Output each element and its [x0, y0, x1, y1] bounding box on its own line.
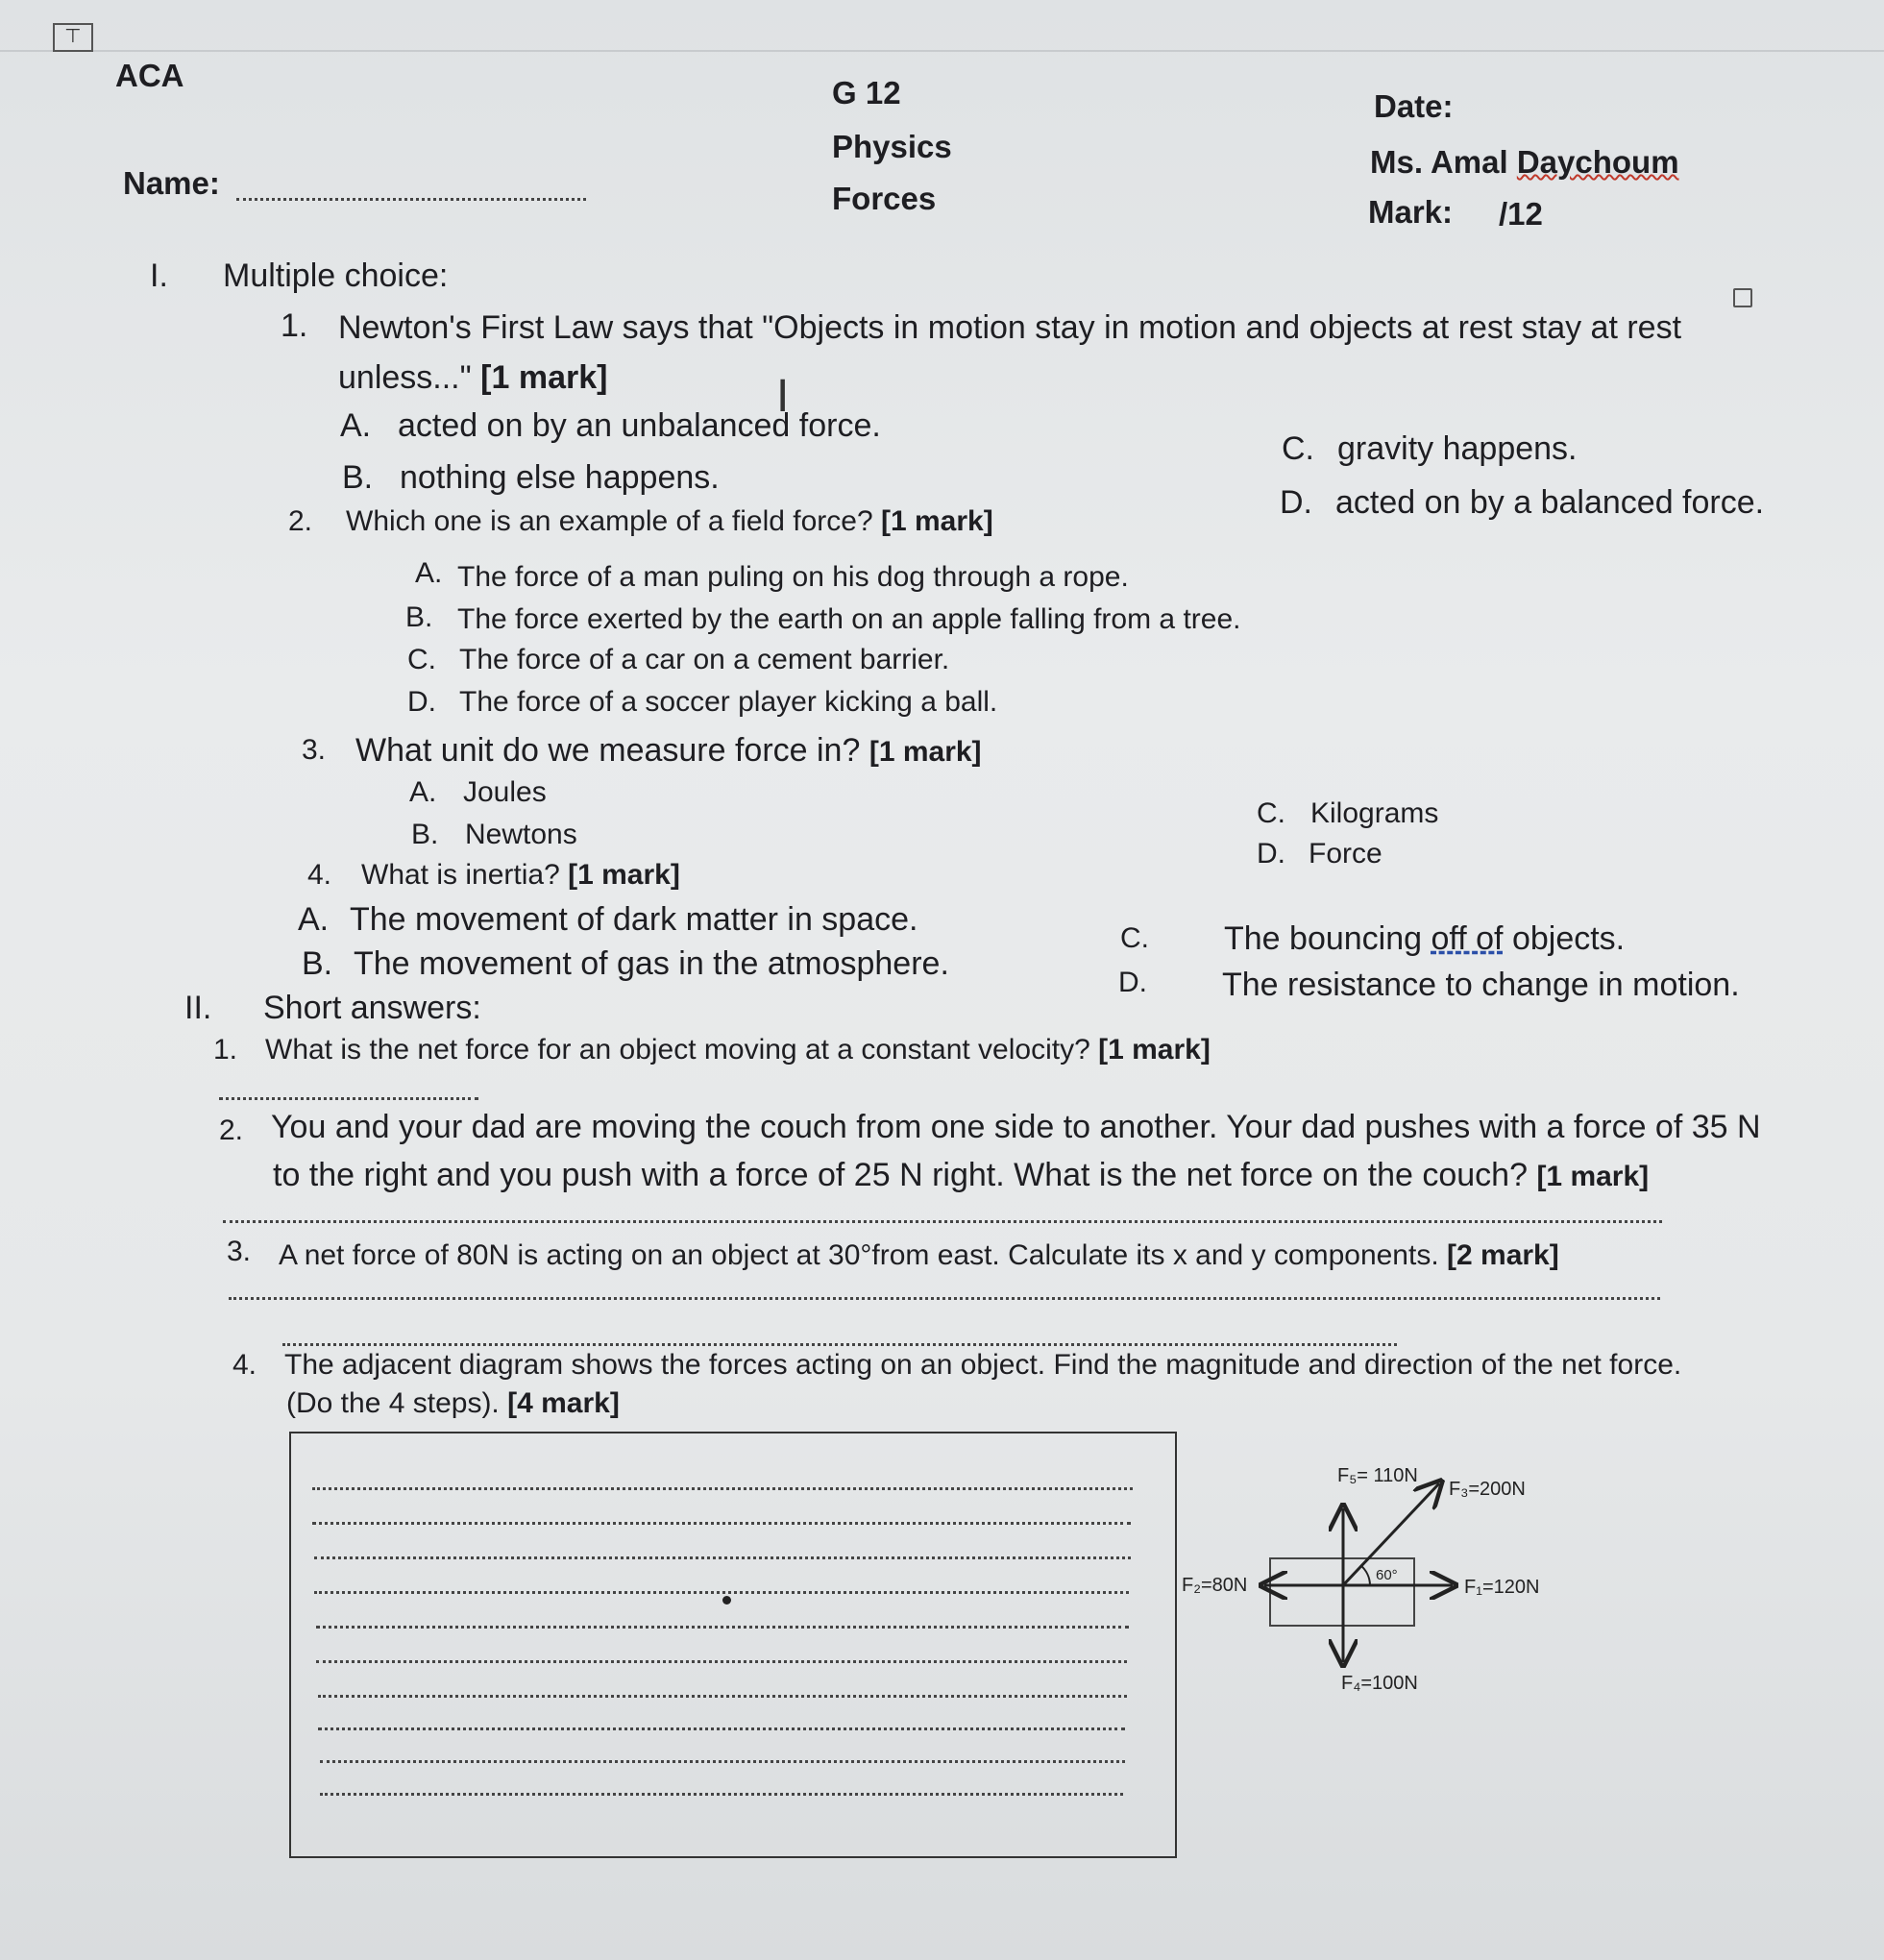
s2-q1-answer-line[interactable]: [219, 1097, 478, 1100]
q3-option-c[interactable]: Kilograms: [1310, 797, 1439, 829]
q1-text-cont: unless...": [338, 359, 472, 396]
date-label: Date:: [1374, 88, 1454, 124]
s2-q4-mark: [4 mark]: [507, 1387, 620, 1419]
ink-dot: [722, 1596, 731, 1605]
q4-mark: [1 mark]: [568, 859, 680, 891]
q3-option-b[interactable]: Newtons: [465, 819, 577, 850]
s2-q2-mark: [1 mark]: [1536, 1161, 1650, 1192]
q4-option-c[interactable]: [1224, 920, 1625, 958]
answer-box[interactable]: [289, 1432, 1177, 1858]
s2-q2-line2: [273, 1157, 1649, 1194]
s2-q3-answer-line-2[interactable]: [282, 1343, 1397, 1346]
section2-title: Short answers:: [263, 990, 481, 1026]
q1-text-line2: [338, 359, 607, 397]
q1-number: 1.: [281, 307, 308, 344]
f3-label: F₃=200N: [1449, 1479, 1526, 1500]
s2-q2-text-cont: to the right and you push with a force of 25 N right. What is the net force on the couch?: [273, 1157, 1528, 1193]
q4-option-c-pre: The bouncing: [1224, 920, 1431, 957]
q3-option-d[interactable]: Force: [1309, 838, 1382, 870]
q2-mark: [1 mark]: [880, 505, 993, 537]
s2-q4-text-cont: (Do the 4 steps).: [286, 1387, 500, 1419]
s2-q2-answer-line[interactable]: [223, 1220, 1662, 1223]
window-top-border: [0, 50, 1884, 52]
q2-text: Which one is an example of a field force?: [346, 505, 873, 537]
section1-title: Multiple choice:: [223, 257, 449, 294]
topic-label: Forces: [832, 181, 937, 216]
q4-option-b-letter: B.: [302, 945, 333, 982]
q2-option-a[interactable]: The force of a man puling on his dog through a rope.: [457, 561, 1129, 593]
answer-line[interactable]: [314, 1591, 1129, 1594]
s2-q3-line: [279, 1239, 1559, 1272]
q4-option-d[interactable]: The resistance to change in motion.: [1222, 967, 1740, 1003]
q4-option-c-post: objects.: [1503, 920, 1626, 957]
q3-option-a-letter: A.: [409, 776, 437, 808]
s2-q2-text: You and your dad are moving the couch from one side to another. Your dad pushes with a force of 35 N: [271, 1109, 1761, 1145]
s2-q1-text: What is the net force for an object moving at a constant velocity?: [265, 1034, 1090, 1066]
q4-number: 4.: [307, 859, 332, 891]
s2-q4-number: 4.: [232, 1349, 257, 1381]
q3-option-b-letter: B.: [411, 819, 439, 850]
q4-option-d-letter: D.: [1118, 967, 1147, 998]
text-cursor-icon: I: [776, 371, 790, 422]
answer-line[interactable]: [314, 1556, 1131, 1559]
q1-mark: [1 mark]: [480, 359, 608, 396]
teacher-name-text: Ms. Amal Daychoum: [1370, 144, 1679, 180]
grade-label: G 12: [832, 75, 901, 110]
q1-option-d[interactable]: acted on by a balanced force.: [1335, 484, 1765, 521]
table-anchor-icon[interactable]: ⊤: [53, 23, 93, 52]
q2-option-d[interactable]: The force of a soccer player kicking a ball.: [459, 686, 998, 718]
s2-q3-text: A net force of 80N is acting on an object at 30°from east. Calculate its x and y components.: [279, 1239, 1439, 1271]
answer-line[interactable]: [316, 1660, 1127, 1663]
f5-label: F₅= 110N: [1337, 1465, 1418, 1486]
q1-option-d-letter: D.: [1280, 484, 1312, 521]
checkbox-icon[interactable]: [1733, 288, 1752, 307]
s2-q3-number: 3.: [227, 1236, 252, 1267]
f2-label: F₂=80N: [1182, 1575, 1248, 1596]
school-name: ACA: [115, 58, 184, 93]
q4-option-c-letter: C.: [1120, 922, 1149, 954]
name-label: Name:: [123, 165, 220, 201]
q1-option-a-letter: A.: [340, 407, 372, 444]
q2-option-b[interactable]: The force exerted by the earth on an apple falling from a tree.: [457, 603, 1241, 635]
q4-option-a-letter: A.: [298, 901, 330, 938]
q2-option-a-letter: A.: [415, 557, 443, 589]
s2-q1-number: 1.: [213, 1034, 238, 1066]
angle-label: 60°: [1376, 1567, 1398, 1583]
q3-text: What unit do we measure force in?: [355, 732, 861, 769]
mark-label: Mark:: [1368, 194, 1454, 230]
q4-option-c-dashed: off of: [1431, 920, 1504, 957]
q1-text: Newton's First Law says that "Objects in motion stay in motion and objects at rest stay at rest: [338, 309, 1682, 346]
answer-line[interactable]: [318, 1727, 1125, 1730]
q3-number: 3.: [302, 734, 327, 766]
q4-text-line: [361, 859, 680, 892]
q1-option-c-letter: C.: [1282, 430, 1314, 467]
answer-line[interactable]: [320, 1793, 1123, 1796]
q4-option-b[interactable]: The movement of gas in the atmosphere.: [354, 945, 949, 982]
q2-option-c-letter: C.: [407, 644, 436, 675]
name-answer-line[interactable]: [236, 198, 586, 201]
q2-text-line: [346, 505, 993, 538]
mark-total: /12: [1499, 196, 1543, 232]
q3-option-d-letter: D.: [1257, 838, 1285, 870]
q4-option-a[interactable]: The movement of dark matter in space.: [350, 901, 918, 938]
q3-mark: [1 mark]: [869, 736, 982, 768]
force-diagram: [1172, 1460, 1576, 1701]
q2-option-b-letter: B.: [405, 601, 433, 633]
q1-option-b[interactable]: nothing else happens.: [400, 459, 720, 496]
f4-label: F₄=100N: [1341, 1673, 1418, 1694]
teacher-name: [1370, 144, 1679, 181]
q2-option-c[interactable]: The force of a car on a cement barrier.: [459, 644, 950, 675]
q1-option-b-letter: B.: [342, 459, 374, 496]
q2-number: 2.: [288, 505, 313, 537]
q4-text: What is inertia?: [361, 859, 560, 891]
s2-q4-text: The adjacent diagram shows the forces acting on an object. Find the magnitude and direction of the net force.: [284, 1349, 1682, 1381]
q1-option-c[interactable]: gravity happens.: [1337, 430, 1578, 467]
s2-q2-number: 2.: [219, 1115, 244, 1146]
s2-q3-mark: [2 mark]: [1447, 1239, 1559, 1271]
f1-label: F₁=120N: [1464, 1577, 1540, 1598]
section2-numeral: II.: [184, 990, 212, 1026]
s2-q1-line: [265, 1034, 1211, 1066]
answer-line[interactable]: [318, 1695, 1127, 1698]
s2-q4-line2: [286, 1387, 620, 1420]
teacher-surname: Daychoum: [1516, 144, 1679, 180]
answer-line[interactable]: [312, 1487, 1133, 1490]
s2-q3-answer-line-1[interactable]: [229, 1297, 1660, 1300]
s2-q1-mark: [1 mark]: [1098, 1034, 1211, 1066]
answer-line[interactable]: [320, 1760, 1125, 1763]
angle-arc: [1360, 1565, 1370, 1585]
answer-line[interactable]: [312, 1522, 1131, 1525]
q3-option-a[interactable]: Joules: [463, 776, 547, 808]
q3-text-line: [355, 732, 982, 770]
subject-label: Physics: [832, 129, 952, 164]
section1-numeral: I.: [150, 257, 168, 294]
answer-line[interactable]: [316, 1626, 1129, 1629]
q2-option-d-letter: D.: [407, 686, 436, 718]
q1-option-a[interactable]: acted on by an unbalanced force.: [398, 407, 881, 444]
q3-option-c-letter: C.: [1257, 797, 1285, 829]
